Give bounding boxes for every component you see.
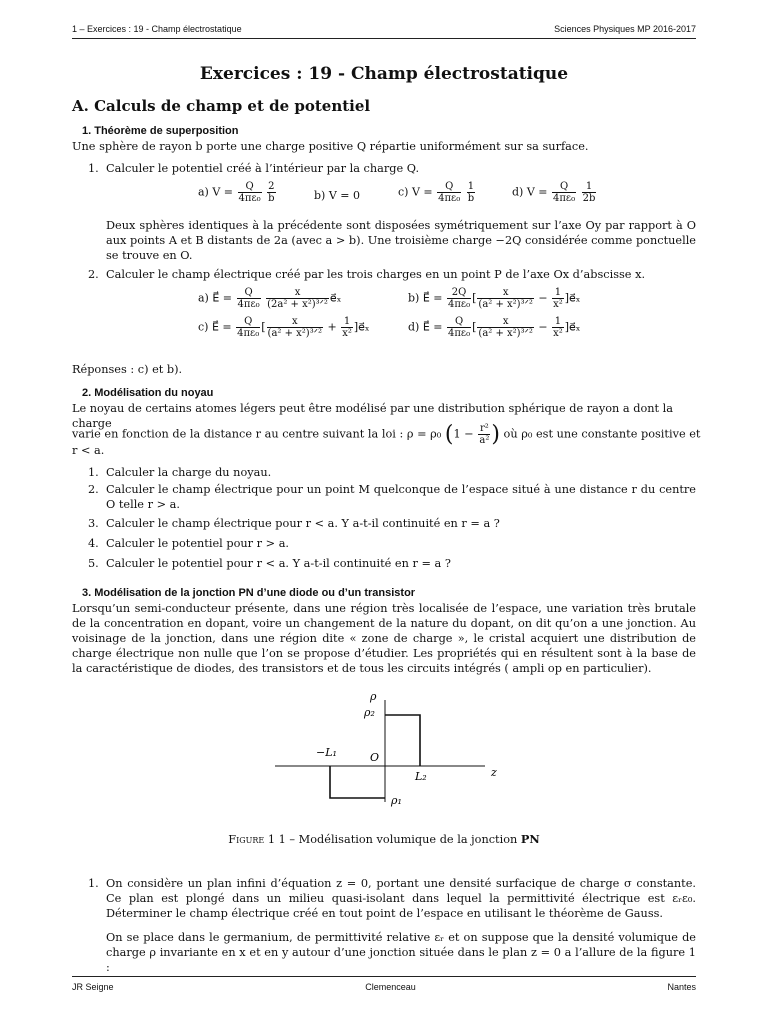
footer-rule — [72, 976, 696, 977]
s1-heading: 1. Théorème de superposition — [82, 125, 239, 137]
s2-item-1: Calculer la charge du noyau. — [106, 466, 272, 479]
origin-label: O — [370, 751, 380, 764]
list-number: 1. — [88, 466, 99, 479]
s1-field-choice-a: a) E⃗ = $\frac{Q}{\text{4πε₀}}$ $\frac{x}{\text{(2a² + x²)³ᐟ²}}$ e⃗ₓ — [198, 287, 342, 310]
s2-item-2: Calculer le champ électrique pour un point M quelconque de l’espace situé à une distance r du centre O telle r > a. — [106, 483, 696, 511]
list-number: 1. — [88, 877, 99, 890]
fraction: $\frac{2}{b}$ — [268, 181, 275, 204]
s3-q1-continuation: On se place dans le germanium, de permittivité relative εᵣ et on suppose que la densité volumique de charge ρ invariante en x et en y autour d’une jonction située dans le plan z = 0 a l’allure de la figure 1 : — [106, 931, 696, 974]
s1-paragraph: Deux sphères identiques à la précédente sont disposées symétriquement sur l’axe Oy par rapport à O aux points A et B distants de 2a (avec a > b). Une troisième charge −2Q considérée comme ponctuelle se trouve en O. — [106, 219, 696, 262]
list-number: 2. — [88, 483, 99, 496]
header-left: 1 – Exercices : 19 - Champ électrostatique — [72, 24, 242, 34]
list-number: 4. — [88, 537, 99, 550]
list-number: 5. — [88, 557, 99, 570]
s1-q1-number: 1. — [88, 162, 99, 175]
s2-intro-line3: r < a. — [72, 444, 105, 457]
figure-caption: Figure 1 1 – Modélisation volumique de la jonction PN — [228, 832, 540, 846]
s1-field-choice-d: d) E⃗ = $\frac{Q}{\text{4πε₀}}$ [ $\frac{x}{\text{(a² + x²)³ᐟ²}}$ − $\frac{1}{\text{x²}}$ ]e⃗ₓ — [408, 316, 581, 339]
s1-intro: Une sphère de rayon b porte une charge positive Q répartie uniformément sur sa surface. — [72, 140, 589, 153]
s1-field-choice-b: b) E⃗ = $\frac{2Q}{\text{4πε₀}}$ [ $\frac{x}{\text{(a² + x²)³ᐟ²}}$ − $\frac{1}{\text{x²}}$ ]e⃗ₓ — [408, 287, 581, 310]
s1-choice-b: b) V = 0 — [314, 189, 360, 202]
s2-item-5: Calculer le potentiel pour r < a. Y a-t-il continuité en r = a ? — [106, 557, 451, 570]
s3-paragraph: Lorsqu’un semi-conducteur présente, dans une région très localisée de l’espace, une variation très brutale de la concentration en dopant, voire un changement de la nature du dopant, on dit qu’on a une jonction. Au voisinage de la jonction, dans une région dite « zone de charge », le cristal acquiert une distribution de charge électrique non nulle que l’on se propose d’étudier. Les propriétés qui en résultent sont à la base de la caractéristique de diodes, des transistors et de tous les circuits intégrés ( ampli op en particulier). — [72, 602, 696, 675]
s1-q2-number: 2. — [88, 268, 99, 281]
section-a-heading: A. Calculs de champ et de potentiel — [72, 97, 371, 115]
s3-q1-text: On considère un plan infini d’équation z = 0, portant une densité surfacique de charge σ constante. Ce plan est plongé dans un milieu quasi-isolant dans lequel la permittivité électrique est εᵣε₀. Déterminer le champ électrique créé en tout point de l’espace en utilisant le théorème de Gauss. — [106, 877, 696, 920]
minus-l1-label: −L₁ — [316, 746, 337, 759]
s1-q1-text: Calculer le potentiel créé à l’intérieur par la charge Q. — [106, 162, 420, 175]
page-title: Exercices : 19 - Champ électrostatique — [199, 64, 569, 84]
rho-label: ρ — [370, 690, 377, 703]
s1-choice-d: d) V = $\frac{Q}{\text{4πε₀}}$ $\frac{1}{2b}$ — [512, 181, 596, 204]
s2-intro-line2: varie en fonction de la distance r au centre suivant la loi : ρ = ρ₀ (1 − $\frac{\text{r²}}{\text{a²}}$ ) où ρ₀ est une constante positive et — [72, 422, 701, 447]
z-label: z — [491, 766, 497, 779]
s2-item-4: Calculer le potentiel pour r > a. — [106, 537, 290, 550]
s2-heading: 2. Modélisation du noyau — [82, 387, 214, 399]
s2-intro-line1: Le noyau de certains atomes légers peut être modélisé par une distribution sphérique de rayon a dont la charge — [72, 402, 674, 430]
s2-item-3: Calculer le champ électrique pour r < a. Y a-t-il continuité en r = a ? — [106, 517, 500, 530]
fraction: $\frac{Q}{\text{4πε₀}}$ — [238, 181, 261, 204]
s1-choice-c: c) V = $\frac{Q}{\text{4πε₀}}$ $\frac{1}{b}$ — [398, 181, 475, 204]
footer-center: Clemenceau — [365, 982, 416, 992]
s1-field-choice-c: c) E⃗ = $\frac{Q}{\text{4πε₀}}$ [ $\frac{x}{\text{(a² + x²)³ᐟ²}}$ + $\frac{1}{\text{x²}}$ ]e⃗ₓ — [198, 316, 370, 339]
page-footer — [72, 982, 696, 992]
positive-charge-region — [385, 715, 420, 766]
page-header — [72, 24, 696, 38]
footer-right: Nantes — [667, 982, 696, 992]
footer-left: JR Seigne — [72, 982, 114, 992]
header-rule — [72, 38, 696, 39]
s1-choice-a: a) V = $\frac{Q}{\text{4πε₀}}$ $\frac{2}{b}$ — [198, 181, 275, 204]
s3-heading: 3. Modélisation de la jonction PN d’une diode ou d’un transistor — [82, 587, 416, 599]
negative-charge-region — [330, 766, 385, 798]
rho2-label: ρ₂ — [364, 706, 375, 719]
s1-answers: Réponses : c) et b). — [72, 363, 183, 376]
l2-label: L₂ — [415, 770, 427, 783]
junction-figure — [260, 690, 510, 820]
list-number: 3. — [88, 517, 99, 530]
s1-q2-text: Calculer le champ électrique créé par les trois charges en un point P de l’axe Ox d’abscisse x. — [106, 268, 646, 281]
header-right: Sciences Physiques MP 2016-2017 — [554, 24, 696, 34]
rho1-label: ρ₁ — [391, 794, 402, 807]
